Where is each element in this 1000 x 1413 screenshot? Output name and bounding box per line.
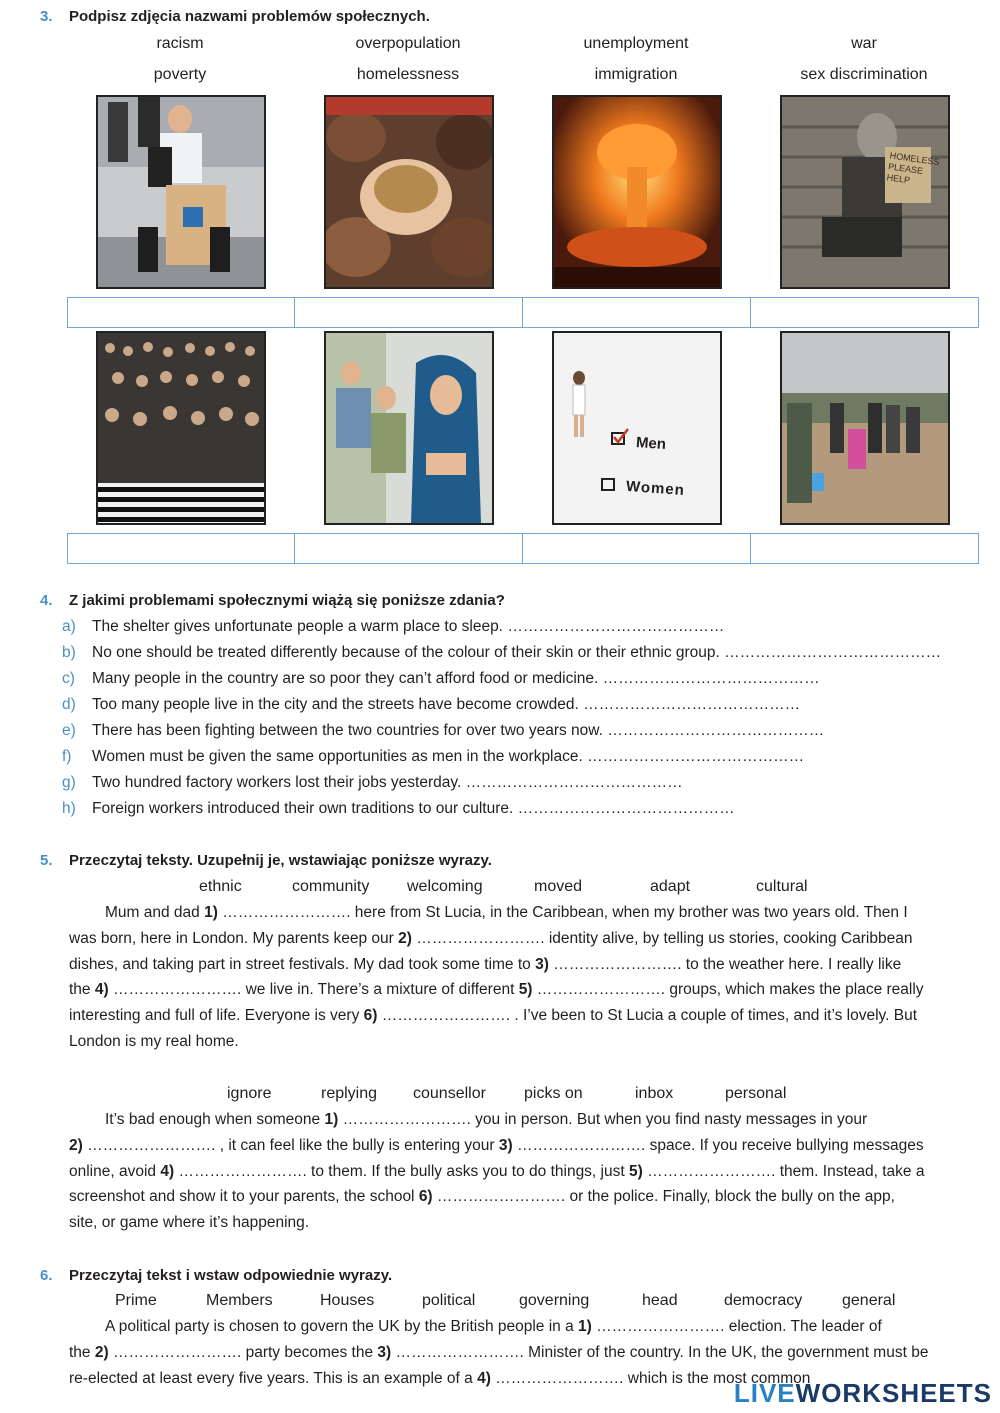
- answer-box-3[interactable]: [522, 297, 751, 328]
- text: the: [69, 981, 95, 999]
- gap-number: 1): [204, 904, 218, 921]
- list-item: [62, 670, 820, 688]
- gap[interactable]: ……………………. them. Instead, take a: [642, 1162, 925, 1180]
- text: It’s bad enough when someone: [105, 1111, 325, 1128]
- item-blank[interactable]: ……………………………………: [583, 696, 801, 713]
- item-letter: g): [62, 774, 76, 791]
- list-item: [62, 644, 941, 662]
- list-item: [62, 800, 735, 818]
- answer-box-5[interactable]: [67, 533, 295, 564]
- gap-number: 2): [94, 1343, 109, 1361]
- gap-number: 2): [69, 1136, 83, 1154]
- gap[interactable]: ……………………. you in person. But when you find nasty messages in your: [338, 1111, 868, 1128]
- gap[interactable]: ……………………. to them. If the bully asks you to do things, just: [174, 1162, 629, 1180]
- item-blank[interactable]: ……………………………………: [607, 722, 825, 739]
- photo-unemployed-man: [96, 95, 266, 289]
- checkbox-label-men: Men: [635, 433, 667, 454]
- word-immigration: immigration: [594, 66, 678, 83]
- text: was born, here in London. My parents keep our: [69, 929, 399, 947]
- answer-box-6[interactable]: [294, 533, 523, 564]
- text: the: [69, 1343, 95, 1361]
- exercise-5-header: [40, 852, 492, 870]
- item-text: Many people in the country are so poor they can’t afford food or medicine.: [92, 670, 599, 687]
- gap-number: 4): [160, 1162, 175, 1180]
- item-letter: d): [62, 696, 76, 713]
- item-text: The shelter gives unfortunate people a warm place to sleep.: [92, 618, 503, 635]
- exercise-3-header: [40, 8, 430, 26]
- word-homelessness: homelessness: [356, 66, 460, 83]
- text: re-elected at least every five years. This is an example of a: [69, 1369, 478, 1387]
- list-item: [62, 722, 824, 740]
- photo-homeless-man: [780, 95, 950, 289]
- gap[interactable]: ……………………. or the police. Finally, block the bully on the app,: [432, 1188, 895, 1206]
- gap-number: 1): [578, 1318, 592, 1335]
- word-bank-democracy: democracy: [724, 1292, 803, 1309]
- text-paragraph-1: [69, 900, 989, 1055]
- text: Mum and dad: [105, 904, 205, 921]
- word-bank-members: Members: [206, 1292, 273, 1309]
- item-text: There has been fighting between the two countries for over two years now.: [92, 722, 603, 739]
- gap-number: 6): [418, 1188, 433, 1206]
- gap[interactable]: ……………………. . I’ve been to St Lucia a couple of times, and it’s lovely. But: [377, 1007, 918, 1025]
- item-letter: f): [62, 748, 72, 765]
- text: site, or game where it’s happening.: [69, 1214, 310, 1232]
- word-racism: racism: [156, 35, 204, 52]
- answer-box-7[interactable]: [522, 533, 751, 564]
- word-bank-welcoming: welcoming: [407, 878, 483, 895]
- gap-number: 6): [363, 1007, 378, 1025]
- gap-number: 3): [498, 1136, 513, 1154]
- text-paragraph-2: [69, 1107, 989, 1236]
- item-letter: a): [62, 618, 76, 635]
- gap-number: 4): [94, 981, 109, 999]
- word-bank-cultural: cultural: [756, 878, 808, 895]
- item-letter: c): [62, 670, 75, 687]
- exercise-instruction: Przeczytaj tekst i wstaw odpowiednie wyrazy.: [68, 1267, 393, 1284]
- exercise-instruction: Z jakimi problemami społecznymi wiążą się poniższe zdania?: [68, 592, 505, 609]
- item-text: No one should be treated differently because of the colour of their skin or their ethnic group.: [92, 644, 720, 661]
- sign-text: HOMELESS PLEASE HELP: [886, 150, 941, 186]
- gap[interactable]: ……………………. which is the most common: [490, 1369, 811, 1387]
- gap-number: 5): [518, 981, 533, 999]
- gap[interactable]: ……………………. party becomes the: [108, 1343, 378, 1361]
- text: dishes, and taking part in street festivals. My dad took some time to: [69, 955, 536, 973]
- logo-text-live: LIVE: [733, 1378, 796, 1408]
- photo-crowd: [96, 331, 266, 525]
- word-bank-inbox: inbox: [635, 1085, 674, 1102]
- photo-nuclear-explosion: [552, 95, 722, 289]
- answer-box-4[interactable]: [750, 297, 979, 328]
- item-letter: h): [62, 800, 76, 817]
- item-blank[interactable]: ……………………………………: [517, 800, 735, 817]
- exercise-instruction: Podpisz zdjęcia nazwami problemów społecznych.: [68, 8, 430, 25]
- word-bank-moved: moved: [534, 878, 583, 895]
- exercise-4-header: [40, 592, 505, 610]
- text: London is my real home.: [69, 1032, 239, 1050]
- exercise-number: 4.: [40, 592, 53, 609]
- liveworksheets-logo: [734, 1378, 992, 1409]
- word-overpopulation: overpopulation: [355, 35, 461, 52]
- word-bank-prime: Prime: [115, 1292, 157, 1309]
- item-blank[interactable]: ……………………………………: [724, 644, 942, 661]
- word-sex-discrimination: sex discrimination: [800, 66, 928, 83]
- word-war: war: [851, 35, 877, 52]
- item-blank[interactable]: ……………………………………: [602, 670, 820, 687]
- word-bank-community: community: [292, 878, 370, 895]
- gap[interactable]: ……………………. groups, which makes the place really: [532, 981, 924, 999]
- exercise-number: 3.: [40, 8, 53, 25]
- exercise-number: 6.: [40, 1267, 53, 1284]
- photo-hands-with-grain: [324, 95, 494, 289]
- gap[interactable]: ……………………. , it can feel like the bully is entering your: [82, 1136, 499, 1154]
- gap[interactable]: ……………………. identity alive, by telling us stories, cooking Caribbean: [411, 929, 913, 947]
- photo-gender-checkbox: [552, 331, 722, 525]
- gap-number: 3): [377, 1343, 392, 1361]
- word-bank-houses: Houses: [320, 1292, 375, 1309]
- list-item: [62, 618, 724, 636]
- list-item: [62, 748, 804, 766]
- item-blank[interactable]: ……………………………………: [507, 618, 725, 635]
- gap-number: 5): [628, 1162, 643, 1180]
- word-bank-general: general: [842, 1292, 896, 1309]
- gap[interactable]: ……………………. election. The leader of: [591, 1318, 882, 1335]
- item-letter: b): [62, 644, 76, 661]
- answer-box-2[interactable]: [294, 297, 523, 328]
- exercise-6-header: [40, 1267, 392, 1285]
- item-text: Too many people live in the city and the streets have become crowded.: [92, 696, 579, 713]
- gap-number: 1): [324, 1111, 339, 1128]
- item-text: Foreign workers introduced their own traditions to our culture.: [92, 800, 514, 817]
- item-blank[interactable]: ……………………………………: [465, 774, 683, 791]
- word-bank-political: political: [422, 1292, 476, 1309]
- photo-migrants-walking: [780, 331, 950, 525]
- word-unemployment: unemployment: [583, 35, 689, 52]
- word-bank-ethnic: ethnic: [199, 878, 242, 895]
- word-bank-counsellor: counsellor: [413, 1085, 486, 1102]
- word-bank-governing: governing: [519, 1292, 590, 1309]
- checkbox-label-women: Women: [625, 477, 686, 500]
- gap[interactable]: ……………………. here from St Lucia, in the Caribbean, when my brother was two years old. Then I: [217, 904, 908, 921]
- item-text: Two hundred factory workers lost their jobs yesterday.: [92, 774, 462, 791]
- text: A political party is chosen to govern the UK by the British people in a: [105, 1318, 579, 1335]
- photo-woman-in-hijab: [324, 331, 494, 525]
- word-bank-personal: personal: [725, 1085, 787, 1102]
- list-item: [62, 774, 683, 792]
- word-bank-head: head: [642, 1292, 678, 1309]
- gap[interactable]: ……………………. Minister of the country. In the UK, the government must be: [391, 1343, 929, 1361]
- word-bank-picks-on: picks on: [524, 1085, 583, 1102]
- exercise-number: 5.: [40, 852, 53, 869]
- logo-text-worksheets: WORKSHEETS: [795, 1378, 992, 1408]
- list-item: [62, 696, 800, 714]
- word-bank-replying: replying: [321, 1085, 378, 1102]
- gap[interactable]: ……………………. to the weather here. I really like: [548, 955, 902, 973]
- gap[interactable]: ……………………. we live in. There’s a mixture of different: [108, 981, 519, 999]
- gap[interactable]: ……………………. space. If you receive bullying messages: [512, 1136, 924, 1154]
- gap-number: 2): [398, 929, 412, 947]
- item-text: Women must be given the same opportunities as men in the workplace.: [92, 748, 583, 765]
- item-blank[interactable]: ……………………………………: [587, 748, 805, 765]
- gap-number: 3): [535, 955, 549, 973]
- text: interesting and full of life. Everyone is very: [69, 1007, 364, 1025]
- word-poverty: poverty: [153, 66, 207, 83]
- text: online, avoid: [69, 1162, 161, 1180]
- exercise-instruction: Przeczytaj teksty. Uzupełnij je, wstawiając poniższe wyrazy.: [68, 852, 492, 869]
- answer-box-1[interactable]: [67, 297, 295, 328]
- answer-box-8[interactable]: [750, 533, 979, 564]
- gap-number: 4): [477, 1369, 491, 1387]
- item-letter: e): [62, 722, 76, 739]
- text: screenshot and show it to your parents, the school: [69, 1188, 419, 1206]
- word-bank-adapt: adapt: [650, 878, 691, 895]
- word-bank-ignore: ignore: [227, 1085, 272, 1102]
